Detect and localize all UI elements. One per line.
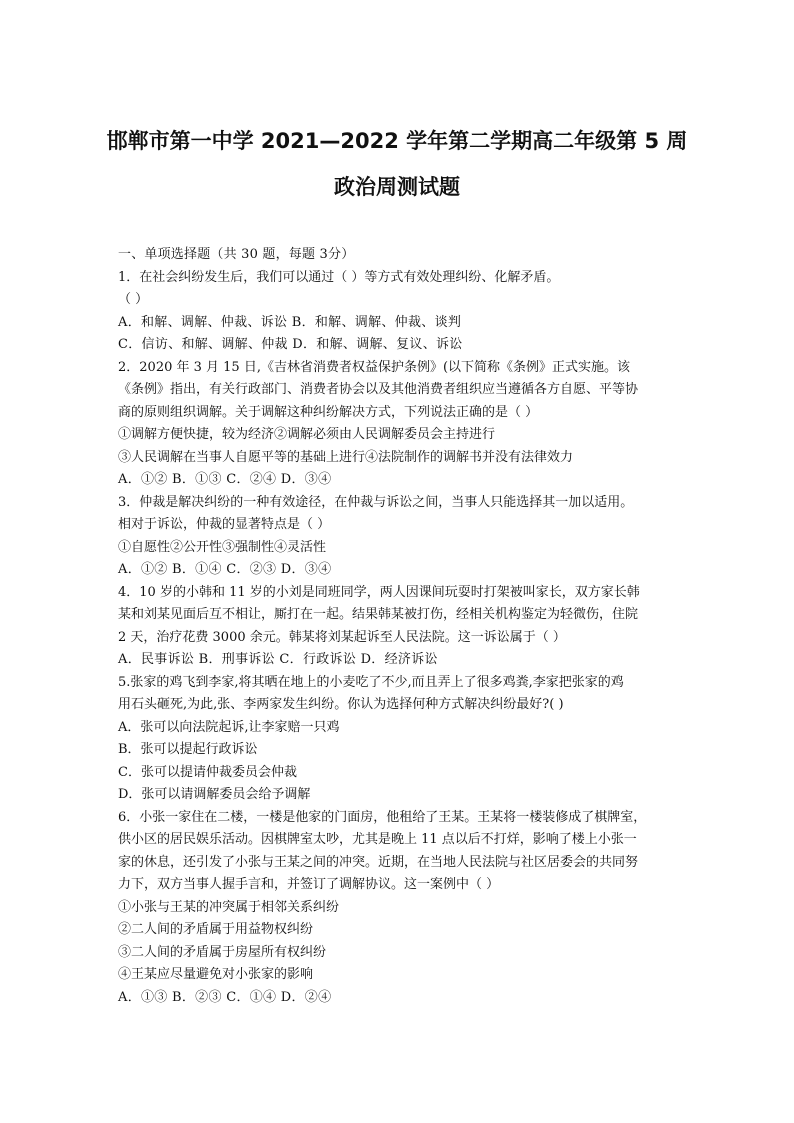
title-line-2: 政治周测试题 xyxy=(334,175,460,199)
question-2-stem-line: 商的原则组织调解。关于调解这种纠纷解决方式，下列说法正确的是（ ） xyxy=(118,404,539,420)
question-5-option-c: C．张可以提请仲裁委员会仲裁 xyxy=(118,764,297,780)
section-heading: 一、单项选择题（共 30 题，每题 3分） xyxy=(118,247,355,262)
question-1-options-ab: A．和解、调解、仲裁、诉讼 B．和解、调解、仲裁、谈判 xyxy=(118,314,462,330)
question-3-stem-line: 相对于诉讼，仲裁的显著特点是（ ） xyxy=(118,517,331,532)
question-4-stem-line: 某和刘某见面后互不相让，厮打在一起。结果韩某被打伤，经相关机构鉴定为轻微伤，住院 xyxy=(118,607,639,622)
question-6-stem-line: 家的休息，还引发了小张与王某之间的冲突。近期，在当地人民法院与社区居委会的共同努 xyxy=(118,854,639,870)
question-2-stem-line: 2．2020 年 3 月 15 日,《吉林省消费者权益保护条例》(以下简称《条例》正式实施。该 xyxy=(118,359,631,375)
question-3-options: A．①② B．①④ C．②③ D．③④ xyxy=(118,562,332,577)
question-6-statement-line: ③二人间的矛盾属于房屋所有权纠纷 xyxy=(118,944,327,960)
question-3-statement-line: ①自愿性②公开性③强制性④灵活性 xyxy=(118,539,327,555)
question-3-stem-line: 3．仲裁是解决纠纷的一种有效途径，在仲裁与诉讼之间，当事人只能选择其一加以适用。 xyxy=(118,494,634,510)
question-6-options: A．①③ B．②③ C．①④ D．②④ xyxy=(118,989,332,1005)
title-line-1: 邯郸市第一中学 2021—2022 学年第二学期高二年级第 5 周 xyxy=(106,129,688,153)
question-2-stem-line: 《条例》指出，有关行政部门、消费者协会以及其他消费者组织应当遵循各方自愿、平等协 xyxy=(118,382,639,397)
question-4-options: A．民事诉讼 B．刑事诉讼 C．行政诉讼 D．经济诉讼 xyxy=(118,652,438,667)
question-4-stem-line: 4．10 岁的小韩和 11 岁的小刘是同班同学，两人因课间玩耍时打架被叫家长，双方家长韩 xyxy=(118,584,640,600)
question-2-statement-line: ①调解方便快捷，较为经济②调解必须由人民调解委员会主持进行 xyxy=(118,427,496,442)
question-5-stem-line: 5.张家的鸡飞到李家,将其晒在地上的小麦吃了不少,而且弄上了很多鸡粪,李家把张家的鸡 xyxy=(118,674,624,690)
document-body xyxy=(118,244,678,1009)
question-5-option-d: D．张可以请调解委员会给予调解 xyxy=(118,787,311,802)
question-2-options: A．①② B．①③ C．②④ D．③④ xyxy=(118,472,332,487)
document-title xyxy=(0,118,794,210)
question-5-stem-line: 用石头砸死,为此,张、李两家发生纠纷。你认为选择何种方式解决纠纷最好?( ) xyxy=(118,697,564,712)
question-4-stem-line: 2 天，治疗花费 3000 余元。韩某将刘某起诉至人民法院。这一诉讼属于（ ） xyxy=(118,629,566,645)
question-6-statement-line: ①小张与王某的冲突属于相邻关系纠纷 xyxy=(118,899,340,915)
question-6-statement-line: ②二人间的矛盾属于用益物权纠纷 xyxy=(118,922,314,937)
question-6-stem-line: 力下，双方当事人握手言和，并签订了调解协议。这一案例中（ ） xyxy=(118,877,500,892)
question-5-option-a: A．张可以向法院起诉,让李家赔一只鸡 xyxy=(118,719,340,735)
question-6-stem-line: 供小区的居民娱乐活动。因棋牌室太吵，尤其是晚上 11 点以后不打烊，影响了楼上小张一 xyxy=(118,832,637,847)
question-5-option-b: B．张可以提起行政诉讼 xyxy=(118,742,258,757)
question-6-statement-line: ④王某应尽量避免对小张家的影响 xyxy=(118,967,314,982)
question-2-statement-line: ③人民调解在当事人自愿平等的基础上进行④法院制作的调解书并没有法律效力 xyxy=(118,449,574,465)
question-1-options-cd: C．信访、和解、调解、仲裁 D．和解、调解、复议、诉讼 xyxy=(118,337,463,352)
question-1-answer-blank: （ ） xyxy=(118,292,149,307)
question-6-stem-line: 6．小张一家住在二楼，一楼是他家的门面房，他租给了王某。王某将一楼装修成了棋牌室， xyxy=(118,809,647,825)
question-1-stem: 1．在社会纠纷发生后，我们可以通过（ ）等方式有效处理纠纷、化解矛盾。 xyxy=(118,269,560,285)
